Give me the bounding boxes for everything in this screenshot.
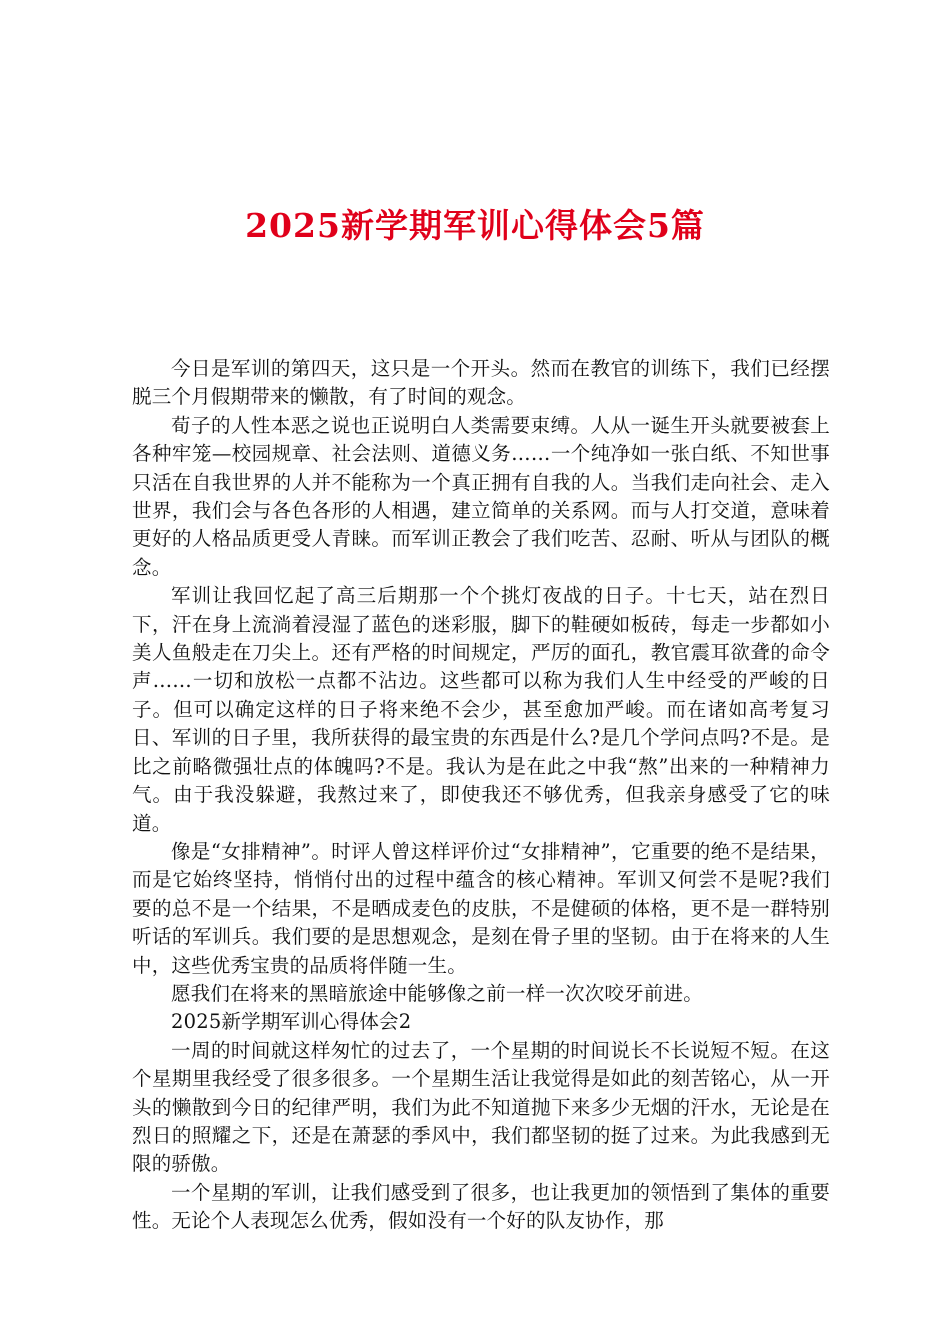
section-heading: 2025新学期军训心得体会2 xyxy=(171,1010,412,1034)
document-title: 2025新学期军训心得体会5篇 xyxy=(245,206,705,245)
document-body xyxy=(132,355,830,1236)
paragraph: 今日是军训的第四天，这只是一个开头。然而在教官的训练下，我们已经摆脱三个月假期带来的懒散，有了时间的观念。 xyxy=(132,357,830,409)
paragraph: 愿我们在将来的黑暗旅途中能够像之前一样一次次咬牙前进。 xyxy=(171,981,703,1005)
paragraph: 一周的时间就这样匆忙的过去了，一个星期的时间说长不长说短不短。在这个星期里我经受了很多很多。一个星期生活让我觉得是如此的刻苦铭心，从一开头的懒散到今日的纪律严明，我们为此不知道抛下来多少无烟的汗水，无论是在烈日的照耀之下，还是在萧瑟的季风中，我们都坚韧的挺了过来。为此我感到无限的骄傲。 xyxy=(132,1038,830,1176)
paragraph: 荀子的人性本恶之说也正说明白人类需要束缚。人从一诞生开头就要被套上各种牢笼—校园规章、社会法则、道德义务……一个纯净如一张白纸、不知世事只活在自我世界的人并不能称为一个真正拥有自我的人。当我们走向社会、走入世界，我们会与各色各形的人相遇，建立简单的关系网。而与人打交道，意味着更好的人格品质更受人青睐。而军训正教会了我们吃苦、忍耐、听从与团队的概念。 xyxy=(132,413,830,579)
paragraph: 军训让我回忆起了高三后期那一个个挑灯夜战的日子。十七天，站在烈日下，汗在身上流淌着浸湿了蓝色的迷彩服，脚下的鞋硬如板砖，每走一步都如小美人鱼般走在刀尖上。还有严格的时间规定，严厉的面孔，教官震耳欲聋的命令声……一切和放松一点都不沾边。这些都可以称为我们人生中经受的严峻的日子。但可以确定这样的日子将来绝不会少，甚至愈加严峻。而在诸如高考复习日、军训的日子里，我所获得的最宝贵的东西是什么?是几个学问点吗?不是。是比之前略微强壮点的体魄吗?不是。我认为是在此之中我“熬”出来的一种精神力气。由于我没躲避，我熬过来了，即使我还不够优秀，但我亲身感受了它的味道。 xyxy=(132,584,830,835)
paragraph: 像是“女排精神”。时评人曾这样评价过“女排精神”，它重要的绝不是结果，而是它始终坚持，悄悄付出的过程中蕴含的核心精神。军训又何尝不是呢?我们要的总不是一个结果，不是晒成麦色的皮肤，不是健硕的体格，更不是一群特别听话的军训兵。我们要的是思想观念，是刻在骨子里的坚韧。由于在将来的人生中，这些优秀宝贵的品质将伴随一生。 xyxy=(132,839,830,977)
paragraph: 一个星期的军训，让我们感受到了很多，也让我更加的领悟到了集体的重要性。无论个人表现怎么优秀，假如没有一个好的队友协作，那 xyxy=(132,1180,830,1233)
